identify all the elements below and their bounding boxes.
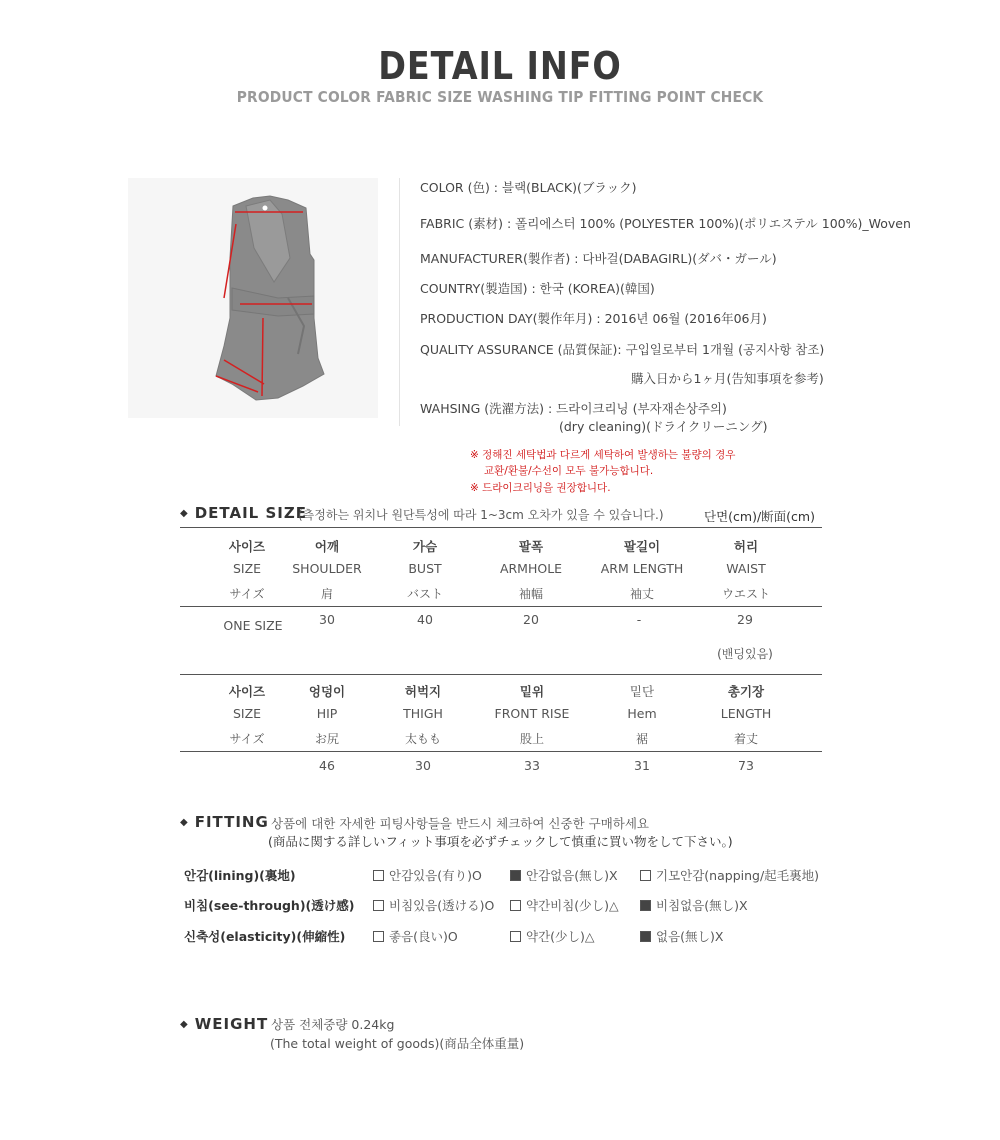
warning-line-2: 교환/환불/수선이 모두 불가능합니다. (484, 465, 654, 477)
weight-line-2: (The total weight of goods)(商品全体重量) (270, 1036, 525, 1051)
checkbox-icon (510, 931, 521, 942)
info-production: PRODUCTION DAY(製作年月) : 2016년 06월 (2016年06月) (420, 311, 767, 326)
table2-top-rule (180, 674, 822, 675)
detail-size-heading: ◆ DETAIL SIZE (180, 504, 307, 522)
checkbox-checked-icon (640, 900, 651, 911)
table-header: WAIST (726, 561, 766, 576)
table-header: SIZE (232, 706, 262, 721)
checkbox-icon (373, 931, 384, 942)
weight-heading: ◆ WEIGHT (180, 1015, 269, 1033)
elasticity-option-good: 좋음(良い)O (373, 927, 458, 945)
checkbox-checked-icon (640, 931, 651, 942)
table-header: 太もも (404, 732, 441, 746)
fitting-heading: ◆ FITTING (180, 813, 269, 831)
info-quality: QUALITY ASSURANCE (品質保証): 구입일로부터 1개월 (공지사항 참조) (420, 342, 825, 357)
table-cell: ONE SIZE (223, 618, 283, 633)
table1-top-rule (180, 527, 822, 528)
fitting-label-lining: 안감(lining)(裏地) (184, 868, 296, 883)
diamond-bullet-icon: ◆ (180, 508, 189, 519)
fitting-note-1: 상품에 대한 자세한 피팅사항들을 반드시 체크하여 신중한 구매하세요 (271, 816, 649, 831)
table-header: ARMHOLE (499, 561, 563, 576)
warning-line-3: ※ 드라이크리닝을 권장합니다. (470, 482, 611, 494)
fitting-note-2: (商品に関する詳しいフィット事項を必ずチェックして慎重に買い物をして下さい。) (268, 834, 733, 849)
table-header: 裾 (635, 732, 648, 746)
table-header: THIGH (403, 706, 443, 721)
table-cell: 31 (634, 758, 650, 773)
table-header: 엉덩이 (308, 684, 346, 699)
warning-line-1: ※ 정해진 세탁법과 다르게 세탁하여 발생하는 불량의 경우 (470, 449, 736, 461)
see-through-option-yes: 비침있음(透ける)O (373, 896, 494, 914)
table-header: 股上 (519, 732, 544, 746)
table-cell: 30 (415, 758, 431, 773)
table-header: 袖幅 (518, 587, 543, 601)
fitting-label-see-through: 비침(see-through)(透け感) (184, 898, 355, 913)
checkbox-checked-icon (510, 870, 521, 881)
info-manufacturer: MANUFACTURER(製作者) : 다바걸(DABAGIRL)(ダバ・ガール) (420, 251, 777, 266)
info-country: COUNTRY(製造国) : 한국 (KOREA)(韓国) (420, 281, 655, 296)
table-header: LENGTH (720, 706, 772, 721)
elasticity-option-slight: 약간(少し)△ (510, 927, 595, 945)
lining-option-no: 안감없음(無し)X (510, 866, 618, 884)
table2-mid-rule (180, 751, 822, 752)
table-header: 팔길이 (623, 539, 661, 554)
table-cell: 73 (738, 758, 754, 773)
table-header: サイズ (229, 587, 265, 601)
table-header: 어깨 (314, 539, 340, 554)
table-header: 허벅지 (404, 684, 442, 699)
table-cell: 40 (417, 612, 433, 627)
checkbox-icon (510, 900, 521, 911)
table-header: SHOULDER (292, 561, 362, 576)
table-header: お尻 (314, 732, 339, 746)
fitting-label-elasticity: 신축성(elasticity)(伸縮性) (184, 929, 346, 944)
table-header: 밑위 (519, 684, 545, 699)
see-through-option-none: 비침없음(無し)X (640, 896, 748, 914)
table-header: BUST (408, 561, 442, 576)
table-header: HIP (316, 706, 338, 721)
table-header: 肩 (320, 587, 333, 601)
table-header: FRONT RISE (494, 706, 570, 721)
info-washing-2: (dry cleaning)(ドライクリーニング) (559, 419, 768, 434)
table-header: ウエスト (721, 587, 770, 601)
table-cell: 29 (737, 612, 753, 627)
table-header: 허리 (733, 539, 759, 554)
lining-option-yes: 안감있음(有り)O (373, 866, 482, 884)
see-through-option-slight: 약간비침(少し)△ (510, 896, 619, 914)
table-header: 가슴 (412, 539, 438, 554)
weight-line-1: 상품 전체중량 0.24kg (271, 1017, 395, 1032)
table-cell: 46 (319, 758, 335, 773)
table-cell: 33 (524, 758, 540, 773)
image-divider (399, 178, 400, 426)
checkbox-icon (373, 870, 384, 881)
product-image (128, 178, 378, 418)
table-header: 사이즈 (228, 539, 266, 554)
table-header: Hem (627, 706, 657, 721)
table1-mid-rule (180, 606, 822, 607)
table-header: サイズ (229, 732, 265, 746)
diamond-bullet-icon: ◆ (180, 817, 189, 828)
table-header: 袖丈 (629, 587, 654, 601)
diamond-bullet-icon: ◆ (180, 1019, 189, 1030)
table-header: 팔폭 (518, 539, 544, 554)
table-cell: - (636, 612, 642, 627)
page-title: DETAIL INFO (378, 44, 622, 88)
table-cell: 30 (319, 612, 335, 627)
info-washing: WAHSING (洗濯方法) : 드라이크리닝 (부자재손상주의) (420, 401, 727, 416)
info-quality-jp: 購入日から1ヶ月(告知事項を参考) (631, 371, 824, 386)
info-fabric: FABRIC (素材) : 폴리에스터 100% (POLYESTER 100%)(ポリエステル 100%)_Woven (420, 216, 911, 231)
vest-illustration (128, 178, 378, 418)
checkbox-icon (373, 900, 384, 911)
detail-size-note: (측정하는 위치나 원단특성에 따라 1~3cm 오차가 있을 수 있습니다.) (298, 508, 664, 522)
checkbox-icon (640, 870, 651, 881)
table-header: SIZE (232, 561, 262, 576)
table-header: ARM LENGTH (600, 561, 684, 576)
table-header: 着丈 (733, 732, 758, 746)
table-cell-note: (밴딩있음) (717, 647, 773, 661)
table-header: 총기장 (727, 684, 765, 699)
detail-size-unit: 단면(cm)/断面(cm) (704, 509, 815, 524)
page-subtitle: PRODUCT COLOR FABRIC SIZE WASHING TIP FITTING POINT CHECK (236, 88, 764, 106)
table-header: 사이즈 (228, 684, 266, 699)
table-header: バスト (406, 587, 443, 601)
table-header: 밑단 (629, 684, 655, 699)
info-color: COLOR (色) : 블랙(BLACK)(ブラック) (420, 180, 637, 195)
elasticity-option-none: 없음(無し)X (640, 927, 723, 945)
lining-option-napping: 기모안감(napping/起毛裏地) (640, 866, 819, 884)
table-cell: 20 (523, 612, 539, 627)
